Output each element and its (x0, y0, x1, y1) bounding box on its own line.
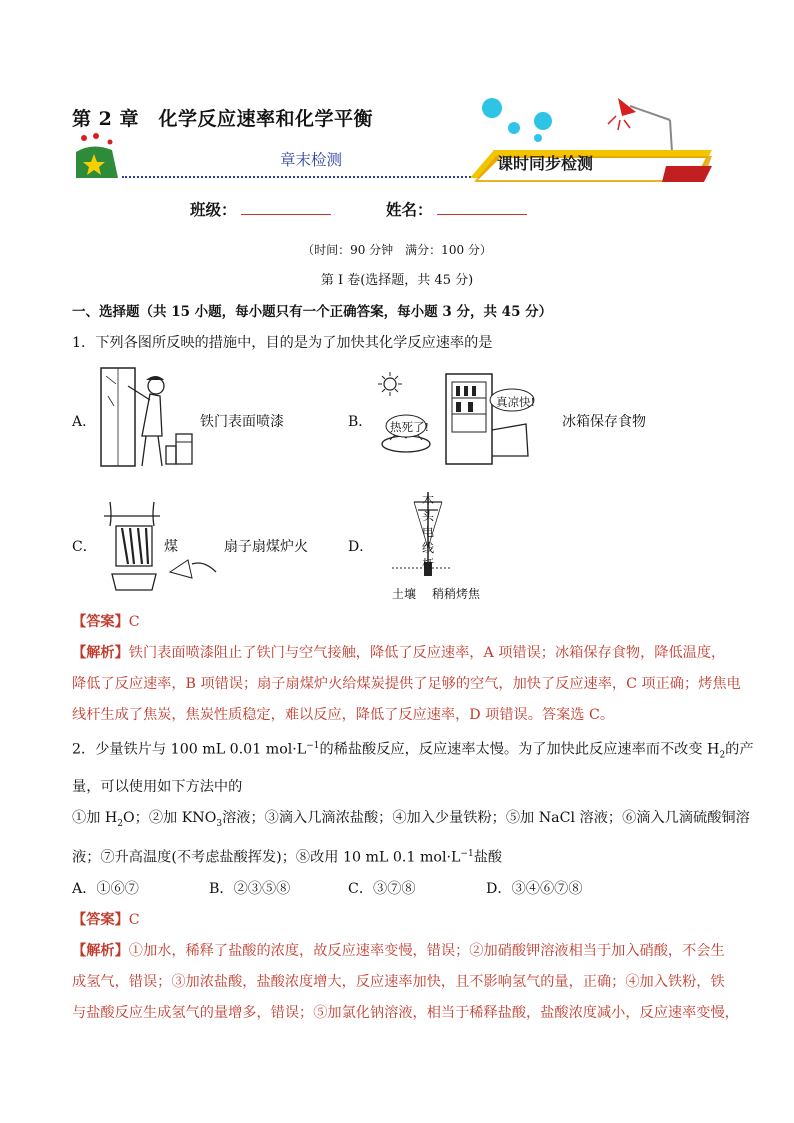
q1-answer-block (72, 607, 741, 731)
q2-choice-b: B．②③⑤⑧ (209, 881, 291, 898)
q1-analysis-line-2: 降低了反应速率，B 项错误；扇子扇煤炉火给煤炭提供了足够的空气，加快了反应速率，C 项正确；烤焦电 (72, 676, 741, 692)
stove-fan-figure (100, 498, 222, 592)
q1-option-a-letter: A． (72, 414, 97, 430)
q1-option-c-caption: 扇子扇煤炉火 (224, 539, 308, 555)
q1-answer-value: C (128, 614, 140, 630)
q1-option-c-letter: C． (72, 539, 97, 555)
class-blank[interactable] (241, 200, 331, 215)
bubble-hot-text: 热死了! (390, 420, 430, 434)
q2-methods-line-2: 液；⑦升高温度(不考虑盐酸挥发)；⑧改用 10 mL 0.1 $mol\cdot L^{-1}$盐酸 (72, 849, 503, 867)
q1-answer-label: 【答案】 (72, 614, 129, 630)
time-line: （时间：90 分钟 满分：100 分） (302, 243, 492, 257)
q2-answer-label: 【答案】 (72, 912, 129, 929)
q1-option-a-caption: 铁门表面喷漆 (200, 414, 284, 430)
section-label: 章末检测 (280, 151, 343, 169)
painting-door-figure (98, 366, 200, 472)
q2-analysis-label: 【解析】 (72, 943, 129, 960)
q1-option-b-letter: B． (348, 414, 373, 430)
pole-vertical-label: 木头电线杆 (422, 493, 435, 571)
q2-analysis-line-2: 成氢气，错误；③加浓盐酸，盐酸浓度增大，反应速率加快，且不影响氢气的量，正确；④加入铁粉，铁 (72, 974, 725, 991)
q2-answer-value: C (128, 912, 140, 929)
q2-stem-line-2: 量，可以使用如下方法中的 (72, 778, 243, 795)
name-blank[interactable] (437, 200, 527, 215)
q2-choice-c: C．③⑦⑧ (348, 881, 416, 898)
lamp-icon (608, 98, 672, 152)
sun-icon (378, 372, 402, 396)
section-heading: 一、选择题（共 15 小题，每小题只有一个正确答案，每小题 3 分，共 45 分） (72, 304, 553, 320)
class-label: 班级： (190, 200, 237, 219)
name-field[interactable] (386, 198, 527, 220)
q1-analysis-line-1: 铁门表面喷漆阻止了铁门与空气接触，降低了反应速率，A 项错误；冰箱保存食物，降低温度， (128, 645, 726, 661)
q2-choices (72, 874, 724, 905)
header-rule (122, 176, 474, 178)
coal-label: 煤 (164, 539, 178, 555)
q1-analysis-line-3: 线杆生成了焦炭，焦炭性质稳定，难以反应，降低了反应速率，D 项错误。答案选 C。 (72, 707, 615, 723)
q2-choice-a: A．①⑥⑦ (72, 881, 139, 898)
q2-analysis-line-3: 与盐酸反应生成氢气的量增多，错误；⑤加氯化钠溶液，相当于稀释盐酸，盐酸浓度减小，反应速率变慢， (72, 1005, 739, 1022)
q1-analysis-label: 【解析】 (72, 645, 129, 661)
q2-block (72, 731, 754, 1029)
soil-label: 土壤 (392, 587, 417, 601)
class-field[interactable] (190, 198, 331, 220)
q2-analysis-line-1: ①加水，稀释了盐酸的浓度，故反应速率变慢，错误；②加硝酸钾溶液相当于加入硝酸，不会生 (128, 943, 725, 960)
bubble-cool-text: 真凉快! (496, 395, 536, 409)
q2-methods-line-1: ①加 $H_2O$；②加 $KNO_3$溶液；③滴入几滴浓盐酸；④加入少量铁粉；⑤加 NaCl 溶液；⑥滴入几滴硫酸铜溶 (72, 809, 750, 829)
q2-stem-line-1: 2．少量铁片与 100 mL 0.01 $mol\cdot L^{-1}$的稀盐酸反应，反应速率太慢。为了加快此反应速率而不改变 $H_2$的产 (72, 741, 754, 761)
part-title: 第 I 卷(选择题，共 45 分) (320, 273, 474, 288)
name-label: 姓名： (386, 200, 433, 219)
q1-option-b-caption: 冰箱保存食物 (562, 414, 646, 430)
q1-stem: 1．下列各图所反映的措施中，目的是为了加快其化学反应速率的是 (72, 335, 493, 351)
q1-option-d-letter: D． (348, 539, 374, 555)
char-label: 稍稍烤焦 (432, 587, 481, 601)
chapter-title: 第 2 章 化学反应速率和化学平衡 (72, 108, 373, 130)
star-badge-icon (72, 132, 124, 180)
q2-choice-d: D．③④⑥⑦⑧ (486, 881, 583, 898)
badge-label: 课时同步检测 (497, 154, 594, 173)
